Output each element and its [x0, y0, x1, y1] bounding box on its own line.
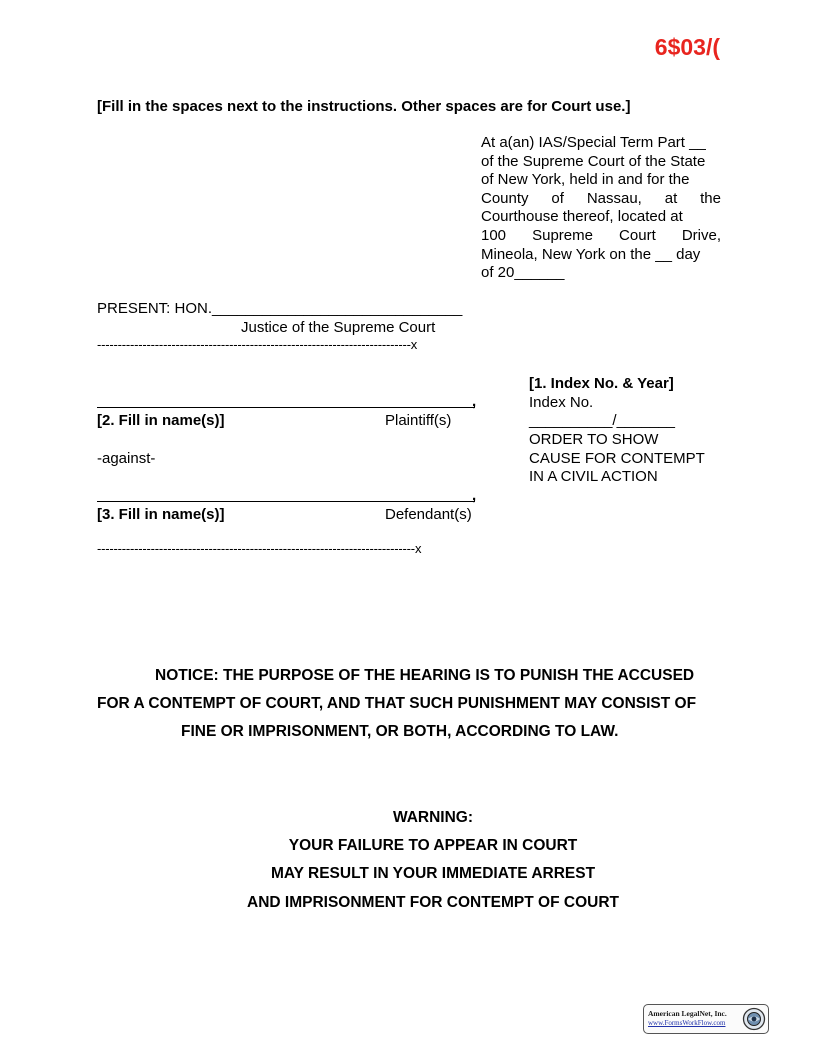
globe-icon — [742, 1007, 766, 1031]
against-label: -against- — [97, 450, 156, 467]
index-instruction: [1. Index No. & Year] — [529, 375, 674, 392]
publisher-logo[interactable] — [643, 1004, 769, 1034]
court-part-line: At a(an) IAS/Special Term Part __ — [481, 134, 706, 151]
court-part-line: Mineola, New York on the __ day — [481, 245, 701, 263]
notice-line: FOR A CONTEMPT OF COURT, AND THAT SUCH PUNISHMENT MAY CONSIST OF — [97, 695, 697, 712]
court-part-line: of 20______ — [481, 264, 565, 282]
warning-line: AND IMPRISONMENT FOR CONTEMPT OF COURT — [247, 893, 619, 911]
warning-line: MAY RESULT IN YOUR IMMEDIATE ARREST — [270, 865, 596, 883]
defendant-instruction: [3. Fill in name(s)] — [97, 506, 225, 523]
court-part-line: Courthouse thereof, located at — [481, 208, 683, 226]
plaintiff-instruction: [2. Fill in name(s)] — [97, 412, 225, 429]
court-part-line: of the Supreme Court of the State — [481, 152, 706, 170]
publisher-name: American LegalNet, Inc. — [648, 1009, 727, 1018]
justice-title: Justice of the Supreme Court — [241, 319, 436, 336]
defendant-comma: , — [472, 487, 477, 504]
defendant-label: Defendant(s) — [385, 506, 472, 523]
order-title-line: ORDER TO SHOW — [529, 431, 659, 448]
order-title-line: IN A CIVIL ACTION — [529, 468, 658, 486]
warning-line: YOUR FAILURE TO APPEAR IN COURT — [288, 837, 578, 855]
notice-line: FINE OR IMPRISONMENT, OR BOTH, ACCORDING TO LAW. — [181, 723, 619, 740]
plaintiff-name-field[interactable] — [97, 407, 475, 408]
plaintiff-comma: , — [472, 393, 477, 410]
court-part-block — [481, 134, 721, 283]
index-number-label: Index No. — [529, 394, 594, 411]
caption-divider-top: ----------------------------------------------------------------------------x — [97, 337, 418, 352]
order-title — [529, 431, 705, 487]
caption-divider-bottom: -----------------------------------------------------------------------------x — [97, 541, 422, 556]
publisher-url-link[interactable]: www.FormsWorkFlow.com — [648, 1019, 726, 1027]
index-number-field[interactable]: __________/_______ — [529, 412, 675, 429]
notice-paragraph — [97, 662, 721, 746]
sample-watermark-text: 6$03/( — [654, 34, 720, 60]
warning-line: WARNING: — [392, 809, 474, 826]
defendant-name-field[interactable] — [97, 501, 475, 502]
present-hon-line: PRESENT: HON.______________________________ — [97, 300, 463, 317]
court-part-line: 100 Supreme Court Drive, — [481, 226, 721, 244]
order-title-line: CAUSE FOR CONTEMPT — [529, 449, 705, 467]
notice-line: NOTICE: THE PURPOSE OF THE HEARING IS TO PUNISH THE ACCUSED — [155, 667, 695, 684]
instructions-heading: [Fill in the spaces next to the instructions. Other spaces are for Court use.] — [97, 98, 631, 115]
court-part-line: County of Nassau, at the — [481, 189, 721, 207]
warning-block — [0, 804, 816, 917]
plaintiff-label: Plaintiff(s) — [385, 412, 452, 429]
court-part-line: of New York, held in and for the — [481, 171, 690, 189]
